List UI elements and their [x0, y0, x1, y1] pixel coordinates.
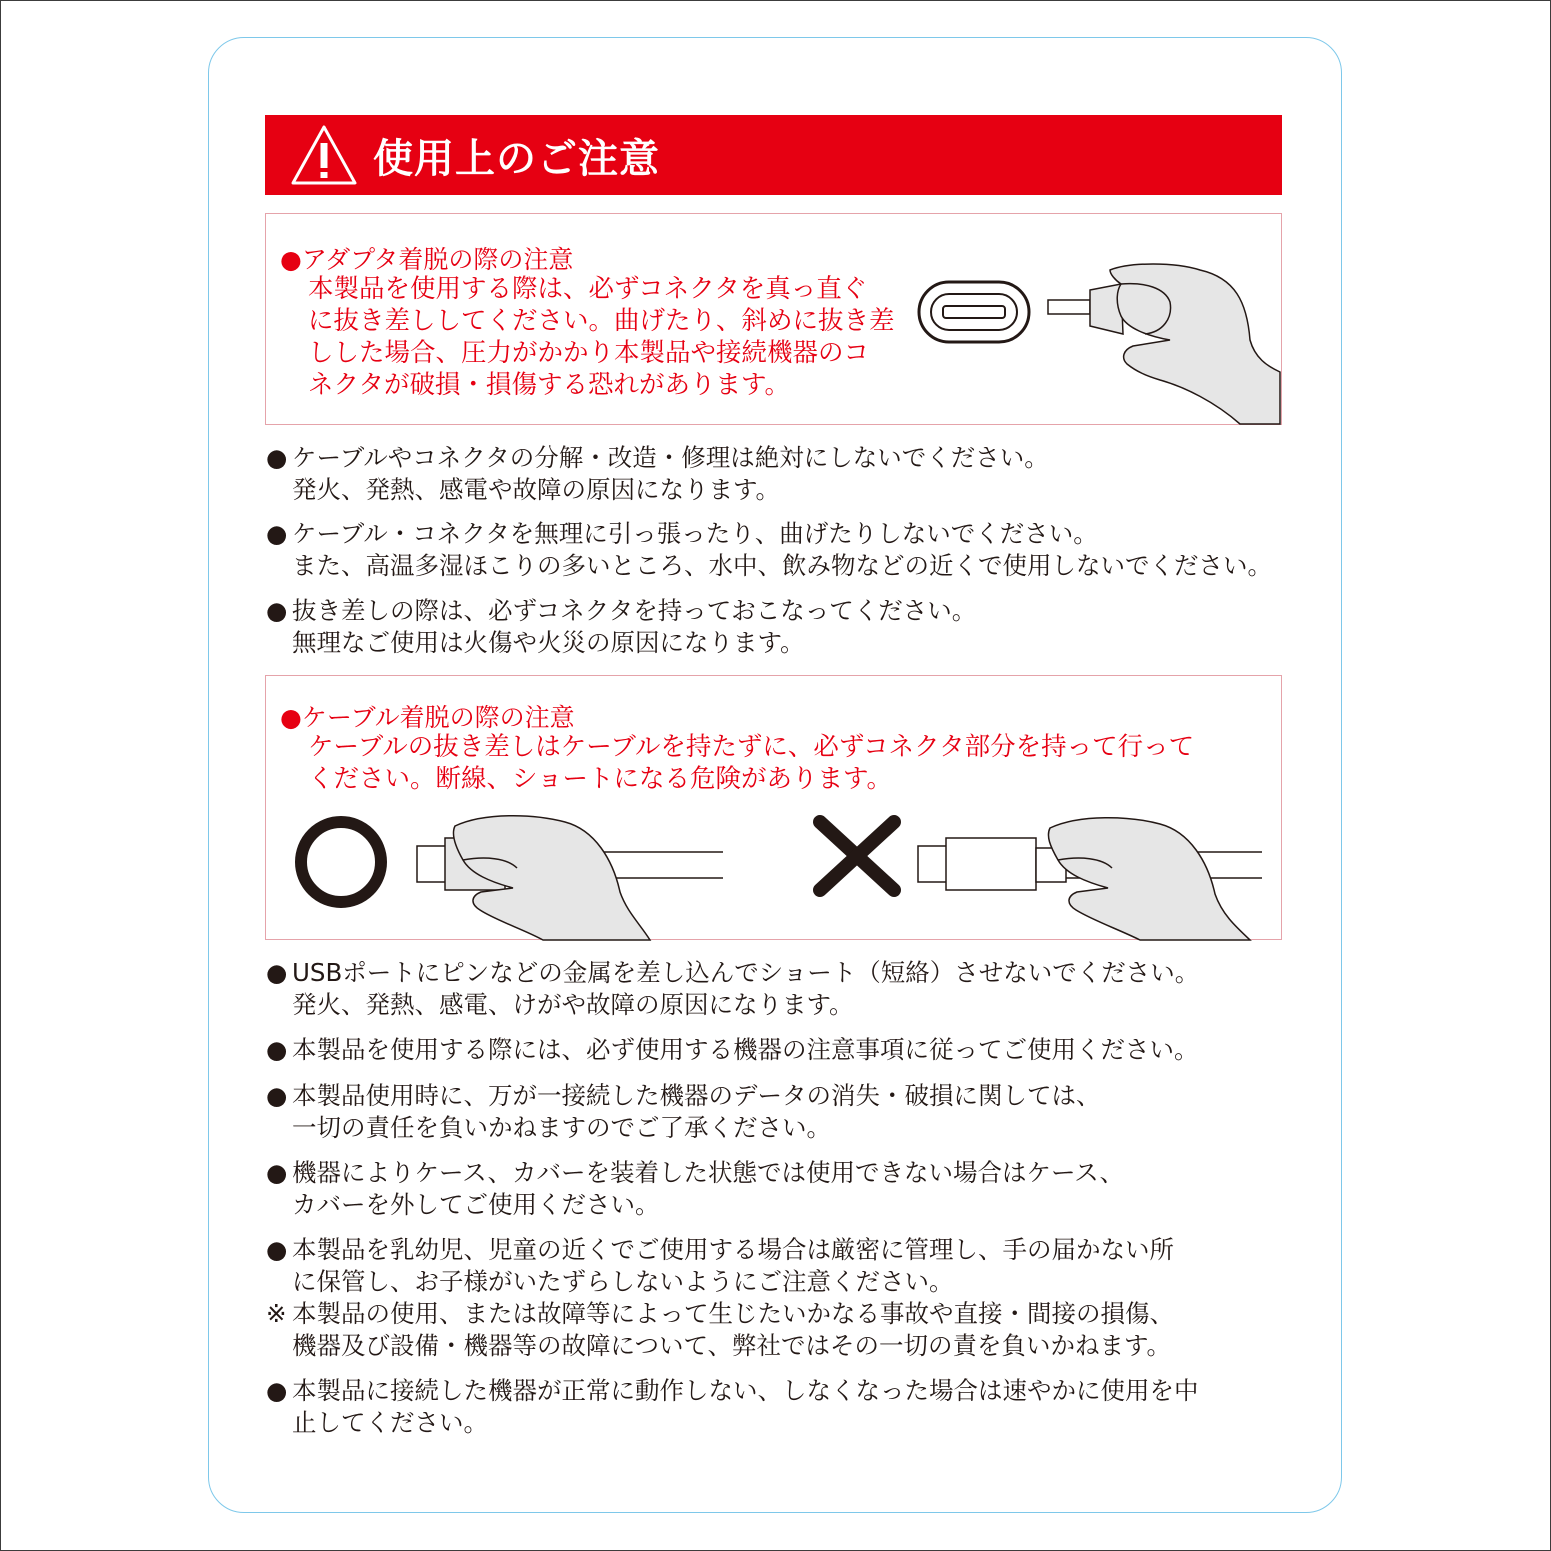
cable-notice-heading [280, 698, 575, 734]
usb-c-port-icon [919, 282, 1029, 342]
adapter-notice-line: しした場合、圧力がかかり本製品や接続機器のコ [308, 338, 870, 368]
adapter-notice-heading-text: アダプタ着脱の際の注意 [301, 245, 574, 274]
caution-item-line: 発火、発熱、感電や故障の原因になります。 [292, 475, 781, 504]
caution-item-line: カバーを外してご使用ください。 [292, 1190, 660, 1219]
disclaimer-note [266, 1298, 1174, 1362]
adapter-notice-heading [280, 240, 573, 276]
caution-item-line: 本製品使用時に、万が一接続した機器のデータの消失・破損に関しては、 [292, 1081, 1101, 1110]
caution-item-line: USBポートにピンなどの金属を差し込んでショート（短絡）させないでください。 [292, 958, 1200, 987]
cable-notice-heading-text: ケーブル着脱の際の注意 [301, 703, 575, 732]
caution-item [266, 1234, 1174, 1298]
title-banner [265, 115, 1282, 195]
caution-item-line: 本製品に接続した機器が正常に動作しない、しなくなった場合は速やかに使用を中 [292, 1376, 1199, 1405]
caution-item-line: ケーブル・コネクタを無理に引っ張ったり、曲げたりしないでください。 [292, 519, 1098, 548]
caution-item-line: 抜き差しの際は、必ずコネクタを持っておこなってください。 [292, 596, 977, 625]
bullet-icon: ● [266, 1376, 288, 1405]
red-bullet-icon: ● [280, 245, 302, 274]
caution-item [266, 518, 1272, 582]
red-bullet-icon: ● [280, 703, 302, 732]
caution-item-line: 本製品を乳幼児、児童の近くでご使用する場合は厳密に管理し、手の届かない所 [292, 1235, 1174, 1264]
disclaimer-note-line: 機器及び設備・機器等の故障について、弊社ではその一切の責を負いかねます。 [292, 1331, 1172, 1360]
caution-item [266, 1375, 1199, 1439]
adapter-notice-line: に抜き差ししてください。曲げたり、斜めに抜き差 [308, 306, 895, 336]
caution-item-line: ケーブルやコネクタの分解・改造・修理は絶対にしないでください。 [292, 443, 1049, 472]
caution-item-line: 止してください。 [292, 1408, 488, 1437]
correct-handling-illustration [295, 812, 725, 940]
adapter-notice-line: ネクタが破損・損傷する恐れがあります。 [308, 370, 790, 400]
bullet-icon: ● [266, 1035, 288, 1064]
caution-item-line: 機器によりケース、カバーを装着した状態では使用できない場合はケース、 [292, 1158, 1125, 1187]
note-mark: ※ [266, 1299, 287, 1328]
caution-item [266, 1157, 1124, 1221]
cable-notice-text [308, 731, 1194, 795]
adapter-notice-text [308, 273, 895, 401]
hand-holding-connector-icon [1048, 264, 1280, 424]
warning-triangle-icon [289, 123, 359, 187]
caution-item [266, 595, 976, 659]
caution-item [266, 1080, 1101, 1144]
hand-holding-connector-icon [417, 816, 723, 940]
caution-item-line: 本製品を使用する際には、必ず使用する機器の注意事項に従ってご使用ください。 [292, 1035, 1199, 1064]
disclaimer-note-line: 本製品の使用、または故障等によって生じたいかなる事故や直接・間接の損傷、 [292, 1299, 1174, 1328]
caution-item-line: 発火、発熱、感電、けがや故障の原因になります。 [292, 990, 854, 1019]
cable-notice-line: ケーブルの抜き差しはケーブルを持たずに、必ずコネクタ部分を持って行って [308, 732, 1195, 762]
caution-item-line: また、高温多湿ほこりの多いところ、水中、飲み物などの近くで使用しないでください。 [292, 551, 1272, 580]
caution-item [266, 1034, 1199, 1066]
page-title: 使用上のご注意 [373, 135, 660, 182]
adapter-notice-line: 本製品を使用する際は、必ずコネクタを真っ直ぐ [308, 274, 868, 304]
bullet-icon: ● [266, 596, 288, 625]
cross-wrong-icon [820, 822, 894, 890]
caution-item-line: に保管し、お子様がいたずらしないようにご注意ください。 [292, 1267, 954, 1296]
bullet-icon: ● [266, 1235, 288, 1264]
bullet-icon: ● [266, 443, 288, 472]
hand-holding-cable-icon [918, 818, 1262, 940]
bullet-icon: ● [266, 1081, 288, 1110]
circle-correct-icon [301, 822, 381, 902]
adapter-insert-illustration [915, 262, 1280, 424]
bullet-icon: ● [266, 1158, 288, 1187]
bullet-icon: ● [266, 519, 288, 548]
cable-notice-line: ください。断線、ショートになる危険があります。 [308, 764, 892, 794]
caution-item [266, 442, 1049, 506]
caution-item [266, 957, 1199, 1021]
caution-item-line: 無理なご使用は火傷や火災の原因になります。 [292, 628, 805, 657]
bullet-icon: ● [266, 958, 288, 987]
caution-item-line: 一切の責任を負いかねますのでご了承ください。 [292, 1113, 831, 1142]
wrong-handling-illustration [810, 812, 1265, 940]
